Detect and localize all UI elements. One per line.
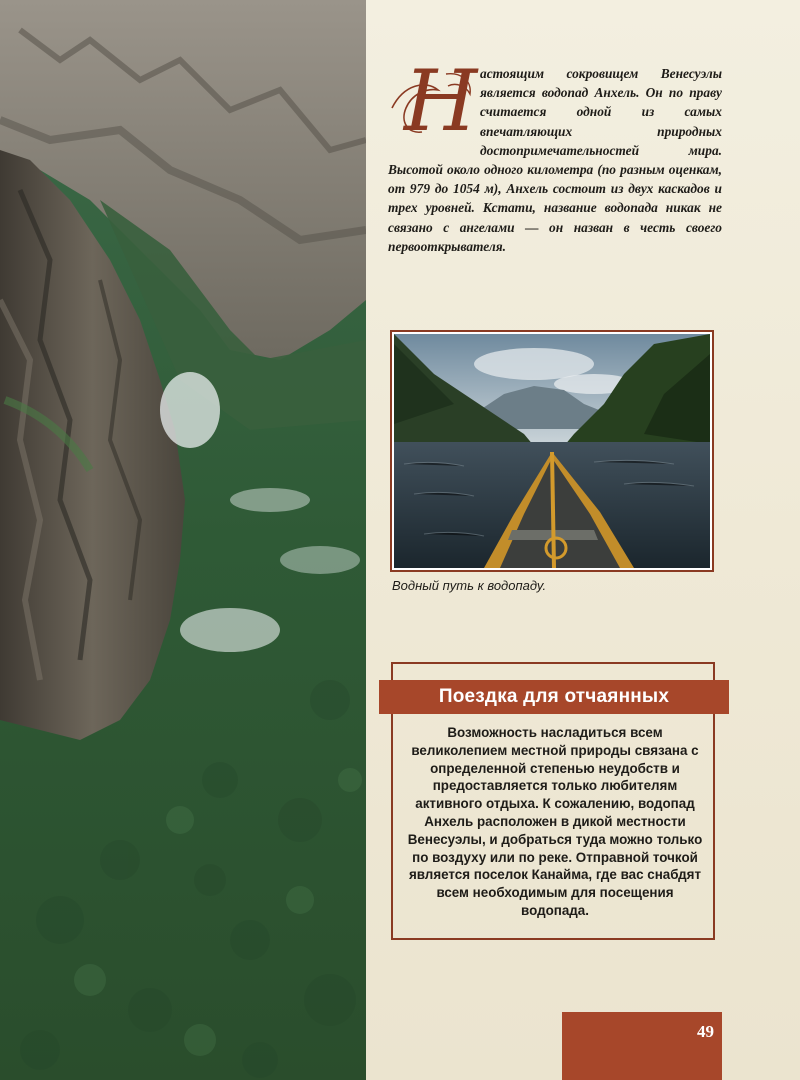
intro-paragraph xyxy=(388,52,722,256)
section-body: Возможность насладиться всем великолепием местной природы связана с определенной степенью неудобств и предоставляется только любителям активного отдыха. К сожалению, водопад Анхель расположен в дикой местности Венесуэлы, и добраться туда можно только по воздуху или по реке. Отправной точкой является поселок Канайма, где вас снабдят всем необходимым для посещения водопада. xyxy=(407,725,703,918)
intro-text: астоящим сокровищем Венесуэлы является водопад Анхель. Он по праву считается одной из самых впечатляющих природных достопримечательностей мира. Высотой около одного километра (по разным оценкам, от 979 до 1054 м), Анхель состоит из двух каскадов и трех уровней. Кстати, название водопада никак не связано с ангелами — он назван в честь своего первооткрывателя. xyxy=(388,66,722,254)
photo-caption: Водный путь к водопаду. xyxy=(392,578,547,593)
river-photo xyxy=(390,330,714,572)
dropcap-ornament xyxy=(386,52,478,150)
aerial-photo xyxy=(0,0,366,1080)
section-box xyxy=(391,662,715,940)
page-number: 49 xyxy=(697,1022,714,1041)
dropcap-letter: Н xyxy=(404,52,478,150)
page-number-tab xyxy=(562,1012,722,1080)
section-title: Поездка для отчаянных xyxy=(379,680,729,714)
